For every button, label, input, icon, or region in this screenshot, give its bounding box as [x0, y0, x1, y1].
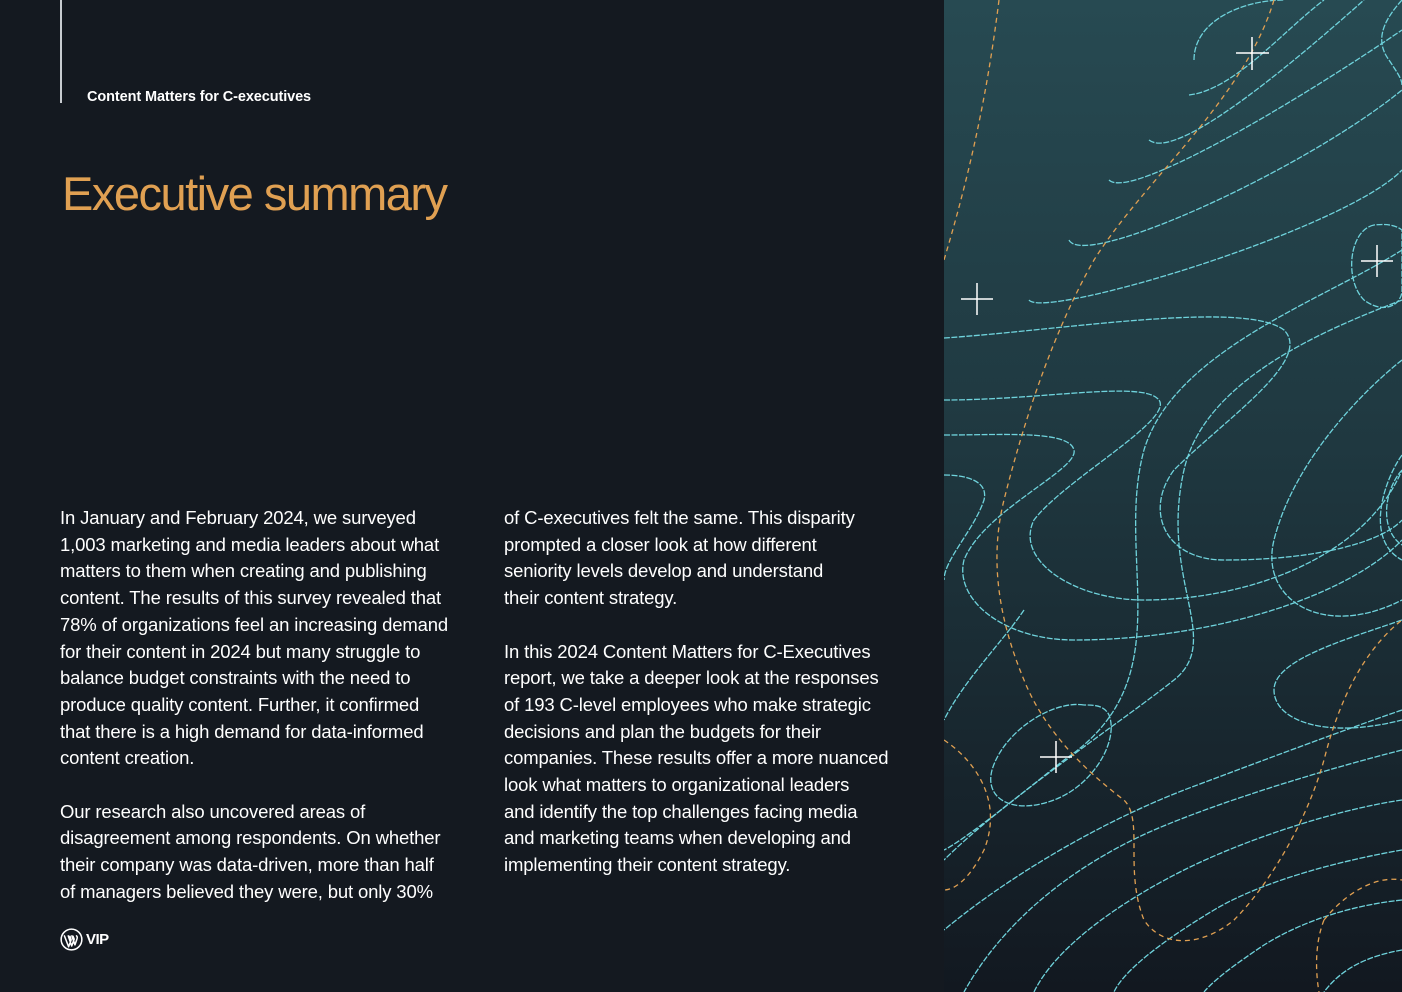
- body-column-right: [504, 505, 914, 906]
- body-paragraph: In this 2024 Content Matters for C-Executives report, we take a deeper look at the responses of 193 C-level employees who make strategic decisions and plan the budgets for their companies. These results offer a more nuanced look what matters to organizational leaders and identify the top challenges facing media and marketing teams when developing and implementing their content strategy.: [504, 640, 889, 876]
- vip-logo[interactable]: [60, 927, 109, 951]
- body-paragraph: In January and February 2024, we surveyed 1,003 marketing and media leaders about what matters to them when creating and publishing content. The results of this survey revealed that 78% of organizations feel an increasing demand for their content in 2024 but many struggle to balance budget constraints with the need to produce quality content. Further, it confirmed that there is a high demand for data-informed content creation.: [60, 507, 449, 769]
- header-rule: [60, 0, 62, 103]
- body-column-left: [60, 505, 470, 932]
- wordpress-logo-icon: [60, 928, 83, 951]
- body-paragraph: Our research also uncovered areas of disagreement among respondents. On whether their company was data-driven, more than half of managers believed they were, but only 30%: [60, 800, 441, 902]
- report-eyebrow: Content Matters for C-executives: [87, 89, 312, 105]
- page-title: Executive summary: [62, 167, 447, 220]
- logo-wordmark: VIP: [86, 930, 109, 948]
- topographic-art-panel: [944, 0, 1402, 992]
- body-paragraph: of C-executives felt the same. This disparity prompted a closer look at how different seniority levels develop and understand their content strategy.: [504, 507, 855, 609]
